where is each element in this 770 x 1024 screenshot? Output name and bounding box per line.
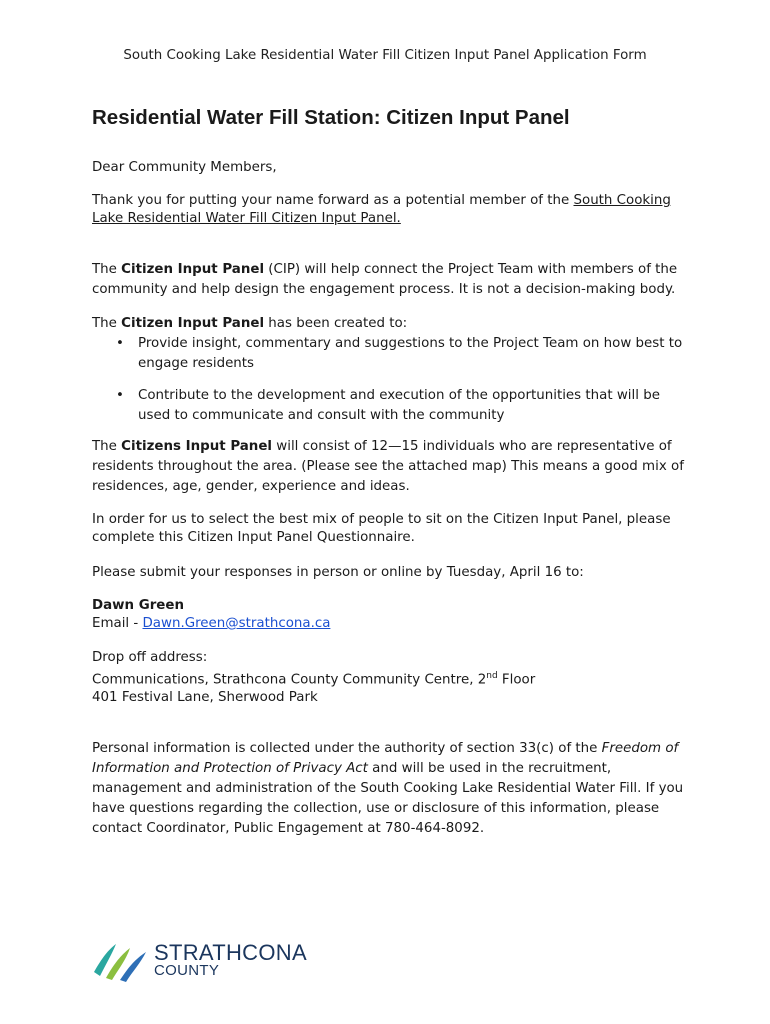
logo-mark-icon xyxy=(92,940,150,984)
composition-pre: The xyxy=(92,439,122,454)
contact-name-text: Dawn Green xyxy=(92,598,185,613)
address-line-2: 401 Festival Lane, Sherwood Park xyxy=(92,690,318,706)
address-superscript: nd xyxy=(486,671,498,681)
panel-name-underlined: South Cooking Lake Residential Water Fill Citizen Input Panel. xyxy=(92,193,671,226)
questionnaire-paragraph: In order for us to select the best mix of people to sit on the Citizen Input Panel, please complete this Citizen Input Panel Questionnaire. xyxy=(92,512,671,545)
cip-desc-pre: The xyxy=(92,262,122,277)
document-body xyxy=(92,104,692,839)
intro-paragraph xyxy=(92,192,692,228)
contact-email xyxy=(92,615,692,633)
document-title: Residential Water Fill Station: Citizen Input Panel xyxy=(92,106,570,129)
salutation: Dear Community Members, xyxy=(92,160,277,175)
address-line-1-floor: Floor xyxy=(497,672,536,688)
email-link[interactable]: Dawn.Green@strathcona.ca xyxy=(142,616,331,631)
cip-purpose-pre: The xyxy=(92,316,122,331)
privacy-pre: Personal information is collected under the authority of section 33(c) of the xyxy=(92,741,602,757)
address-line-1-text: Communications, Strathcona County Community Centre, 2 xyxy=(92,672,487,688)
purpose-item xyxy=(92,334,692,374)
privacy-act-name: Freedom of Information and Protection of Privacy Act xyxy=(92,741,679,777)
cip-purpose-post: has been created to: xyxy=(264,316,408,331)
purpose-item-text: Provide insight, commentary and suggestions to the Project Team on how best to engage residents xyxy=(138,336,683,371)
composition-bold: Citizens Input Panel xyxy=(121,439,273,454)
page-header: South Cooking Lake Residential Water Fill Citizen Input Panel Application Form xyxy=(123,48,647,63)
privacy-post: and will be used in the recruitment, management and administration of the South Cooking Lake Residential Water Fill. If you have questions regarding the collection, use or disclosure of this information, please contact Coordinator, Public Engagement at 780-464-8092. xyxy=(92,761,684,837)
panel-composition-paragraph xyxy=(92,437,692,497)
bullet-icon: • xyxy=(116,336,124,351)
purpose-item-text: Contribute to the development and execution of the opportunities that will be used to communicate and consult with the community xyxy=(138,388,660,423)
composition-post: will consist of 12—15 individuals who are representative of residents throughout the area. (Please see the attached map) This means a good mix of residences, age, gender, experience and ideas. xyxy=(92,439,684,494)
submission-paragraph: Please submit your responses in person or online by Tuesday, April 16 to: xyxy=(92,565,584,580)
purpose-list xyxy=(92,334,692,426)
purpose-item xyxy=(92,386,692,426)
dropoff-label: Drop off address: xyxy=(92,650,208,665)
bullet-icon: • xyxy=(116,388,124,403)
logo-wordmark-line2: COUNTY xyxy=(154,962,220,979)
cip-desc-post: (CIP) will help connect the Project Team with members of the community and help design the engagement process. It is not a decision-making body. xyxy=(92,262,678,297)
logo-wordmark-line1: STRATHCONA xyxy=(154,940,307,965)
strathcona-county-logo xyxy=(92,940,322,984)
cip-purpose-bold: Citizen Input Panel xyxy=(121,316,265,331)
intro-text: Thank you for putting your name forward as a potential member of the xyxy=(92,193,574,208)
cip-description-paragraph xyxy=(92,260,692,300)
cip-purpose-intro xyxy=(92,314,692,334)
contact-name xyxy=(92,597,692,615)
privacy-paragraph xyxy=(92,739,692,839)
cip-desc-bold: Citizen Input Panel xyxy=(121,262,265,277)
email-label: Email - xyxy=(92,616,143,631)
address-line-1 xyxy=(92,667,692,689)
